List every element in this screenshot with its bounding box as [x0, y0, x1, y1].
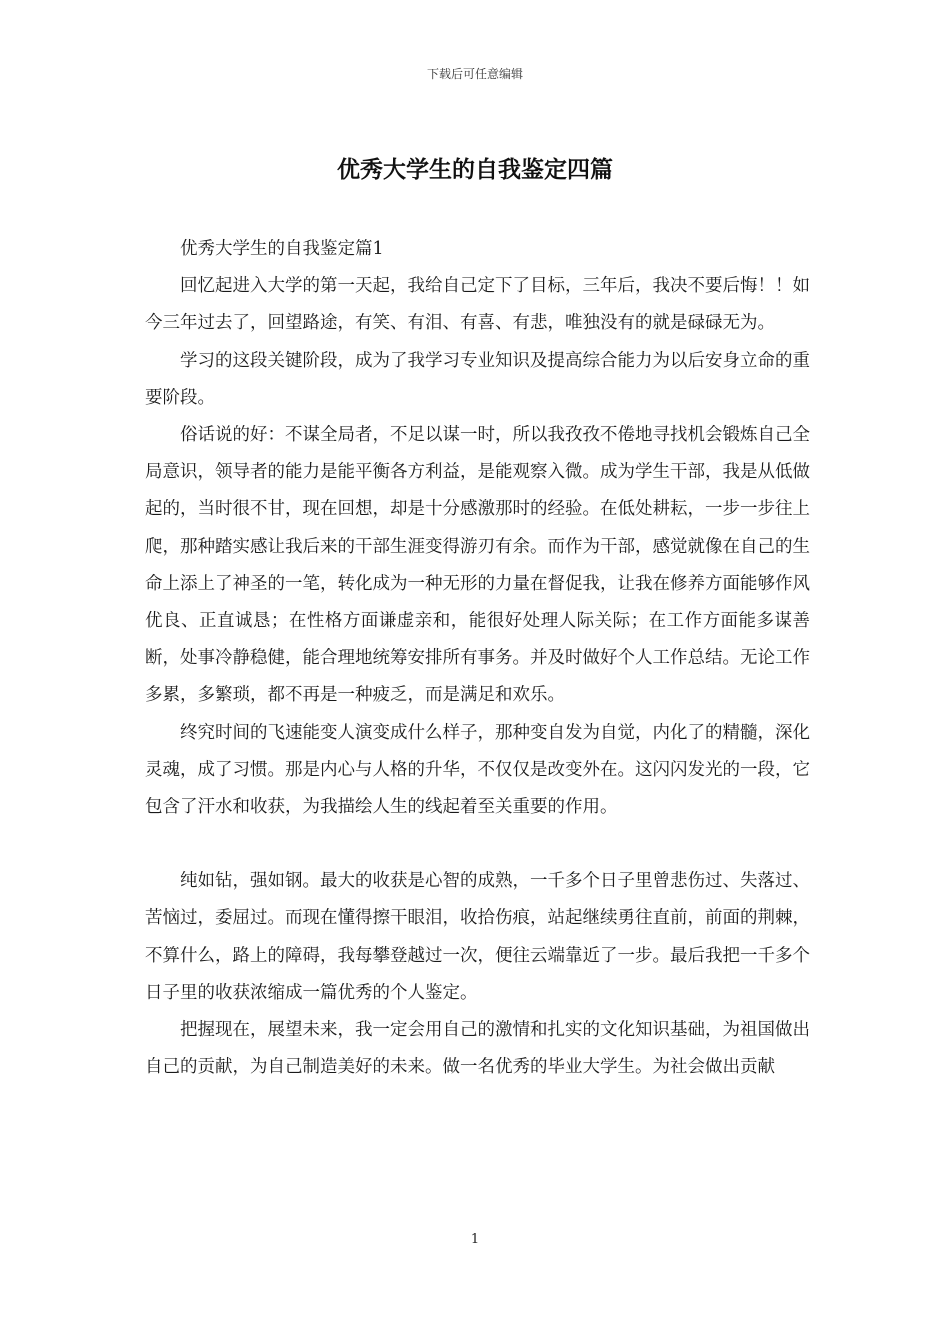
paragraph: 回忆起进入大学的第一天起，我给自己定下了目标，三年后，我决不要后悔！！如今三年过去了，回望路途，有笑、有泪、有喜、有悲，唯独没有的就是碌碌无为。	[145, 276, 810, 334]
paragraph: 把握现在，展望未来，我一定会用自己的激情和扎实的文化知识基础，为祖国做出自己的贡献，为自己制造美好的未来。做一名优秀的毕业大学生。为社会做出贡献	[145, 1020, 810, 1078]
paragraph: 纯如钻，强如钢。最大的收获是心智的成熟，一千多个日子里曾悲伤过、失落过、苦恼过，委屈过。而现在懂得擦干眼泪，收拾伤痕，站起继续勇往直前，前面的荆棘，不算什么，路上的障碍，我每攀登越过一次，便往云端靠近了一步。最后我把一千多个日子里的收获浓缩成一篇优秀的个人鉴定。	[145, 871, 810, 1003]
page-header: 下载后可任意编辑	[426, 67, 523, 81]
paragraph-spacer	[145, 826, 810, 863]
page-number: 1	[470, 1232, 480, 1247]
paragraph: 俗话说的好：不谋全局者，不足以谋一时，所以我孜孜不倦地寻找机会锻炼自己全局意识，领导者的能力是能平衡各方利益，是能观察入微。成为学生干部，我是从低做起的，当时很不甘，现在回想，却是十分感激那时的经验。在低处耕耘，一步一步往上爬，那种踏实感让我后来的干部生涯变得游刃有余。而作为干部，感觉就像在自己的生命上添上了神圣的一笔，转化成为一种无形的力量在督促我，让我在修养方面能够作风优良、正直诚恳；在性格方面谦虚亲和，能很好处理人际关际；在工作方面能多谋善断，处事冷静稳健，能合理地统筹安排所有事务。并及时做好个人工作总结。无论工作多累，多繁琐，都不再是一种疲乏，而是满足和欢乐。	[145, 425, 810, 706]
paragraph: 终究时间的飞速能变人演变成什么样子，那种变自发为自觉，内化了的精髓，深化灵魂，成了习惯。那是内心与人格的升华，不仅仅是改变外在。这闪闪发光的一段，它包含了汗水和收获，为我描绘人生的线起着至关重要的作用。	[145, 722, 810, 818]
paragraph: 学习的这段关键阶段，成为了我学习专业知识及提高综合能力为以后安身立命的重要阶段。	[145, 350, 810, 408]
document-body	[145, 231, 810, 1086]
document-title: 优秀大学生的自我鉴定四篇	[337, 156, 613, 183]
section-heading: 优秀大学生的自我鉴定篇1	[180, 239, 384, 259]
